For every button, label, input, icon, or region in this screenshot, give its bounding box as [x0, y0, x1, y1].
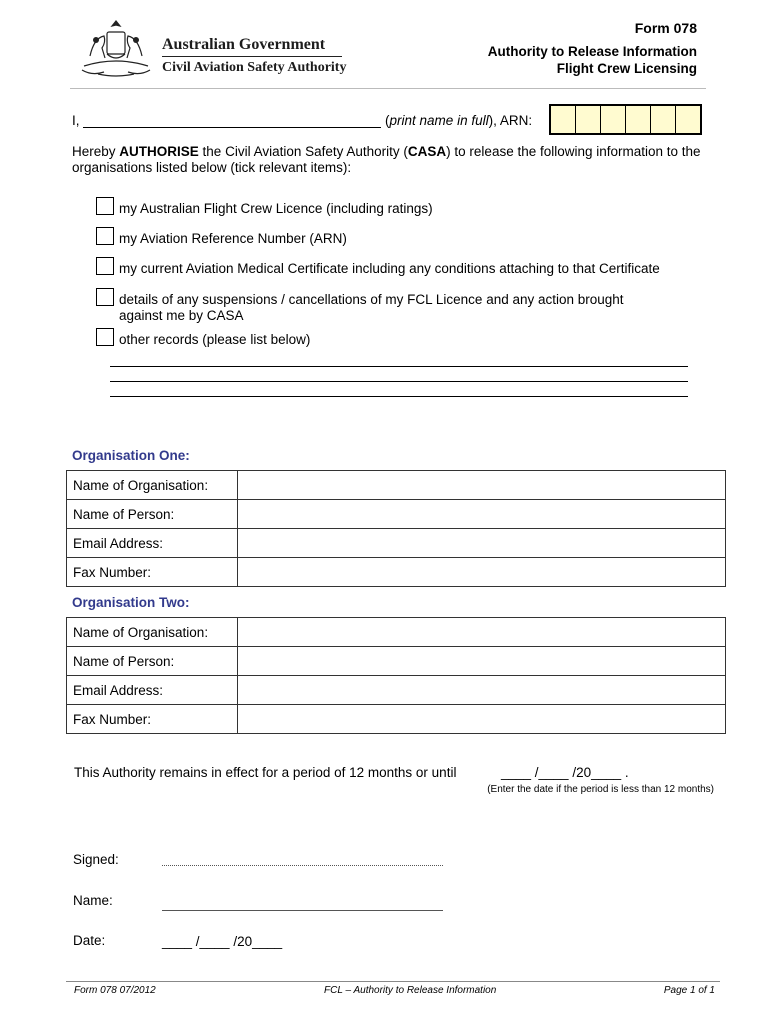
form-title-line1: Authority to Release Information	[487, 44, 697, 59]
org-field-label: Email Address:	[67, 529, 238, 558]
form-title-line2: Flight Crew Licensing	[556, 61, 697, 76]
suspensions-checkbox[interactable]	[96, 288, 114, 306]
other-records-line[interactable]	[110, 396, 688, 397]
medical-checkbox[interactable]	[96, 257, 114, 275]
footer-form-id: Form 078 07/2012	[74, 985, 156, 996]
footer-divider	[66, 981, 720, 982]
org-field-label: Fax Number:	[67, 705, 238, 734]
period-statement: This Authority remains in effect for a period of 12 months or until	[74, 765, 457, 780]
org-field-label: Name of Organisation:	[67, 618, 238, 647]
table-row	[67, 471, 726, 500]
org-one-name-field[interactable]	[238, 471, 726, 500]
org-two-heading: Organisation Two:	[72, 595, 190, 610]
org-one-heading: Organisation One:	[72, 448, 190, 463]
licence-checkbox[interactable]	[96, 197, 114, 215]
table-row	[67, 647, 726, 676]
check-item-suspensions	[96, 292, 656, 324]
org-field-label: Name of Organisation:	[67, 471, 238, 500]
arn-digit-box[interactable]	[651, 106, 676, 133]
header-divider	[70, 88, 706, 89]
arn-digit-box[interactable]	[601, 106, 626, 133]
arn-digit-box[interactable]	[576, 106, 601, 133]
casa-keyword: CASA	[407, 144, 447, 159]
logo-government-text: Australian Government	[162, 36, 326, 53]
logo-agency-text: Civil Aviation Safety Authority	[162, 60, 347, 75]
check-item-label: my Aviation Reference Number (ARN)	[119, 231, 347, 246]
org-two-email-field[interactable]	[238, 676, 726, 705]
signature-date-field[interactable]: ____ /____ /20____	[162, 934, 283, 949]
form-number: Form 078	[634, 20, 697, 36]
check-item-arn	[96, 231, 347, 247]
print-name-hint: print name in full	[389, 113, 489, 128]
check-item-medical	[96, 261, 706, 277]
applicant-name-field[interactable]	[83, 113, 381, 128]
check-item-label: details of any suspensions / cancellations of my FCL Licence and any action brought against me by CASA	[119, 292, 624, 323]
authorise-text: ) to release the following information to the organisations listed below (tick relevant items):	[72, 144, 701, 175]
check-item-label: my current Aviation Medical Certificate including any conditions attaching to that Certificate	[119, 261, 660, 276]
authorise-text: the Civil Aviation Safety Authority (	[198, 144, 408, 159]
period-note: (Enter the date if the period is less than 12 months)	[487, 784, 714, 795]
arn-digit-box[interactable]	[676, 106, 700, 133]
authorise-keyword: AUTHORISE	[119, 144, 199, 159]
expiry-date-field[interactable]: ____ /____ /20____ .	[501, 765, 629, 780]
org-one-fax-field[interactable]	[238, 558, 726, 587]
check-item-label: other records (please list below)	[119, 332, 311, 347]
footer-title: FCL – Authority to Release Information	[324, 985, 497, 996]
table-row	[67, 618, 726, 647]
arn-digit-box[interactable]	[626, 106, 651, 133]
org-field-label: Fax Number:	[67, 558, 238, 587]
other-records-checkbox[interactable]	[96, 328, 114, 346]
org-field-label: Name of Person:	[67, 500, 238, 529]
org-one-person-field[interactable]	[238, 500, 726, 529]
table-row	[67, 705, 726, 734]
applicant-row: I, (print name in full), ARN:	[72, 113, 533, 128]
check-item-licence	[96, 201, 433, 217]
check-item-label: my Australian Flight Crew Licence (including ratings)	[119, 201, 433, 216]
coat-of-arms-icon	[74, 20, 158, 78]
org-one-table	[66, 470, 726, 587]
arn-input-grid	[549, 104, 702, 135]
arn-label: , ARN:	[493, 113, 533, 128]
signature-name-field[interactable]	[162, 910, 443, 911]
org-two-name-field[interactable]	[238, 618, 726, 647]
org-field-label: Email Address:	[67, 676, 238, 705]
org-field-label: Name of Person:	[67, 647, 238, 676]
other-records-line[interactable]	[110, 366, 688, 367]
org-two-fax-field[interactable]	[238, 705, 726, 734]
other-records-line[interactable]	[110, 381, 688, 382]
applicant-prefix: I,	[72, 113, 80, 128]
arn-checkbox[interactable]	[96, 227, 114, 245]
signature-field[interactable]	[162, 857, 443, 866]
table-row	[67, 500, 726, 529]
org-two-table	[66, 617, 726, 734]
logo-divider	[162, 56, 342, 57]
table-row	[67, 676, 726, 705]
org-two-person-field[interactable]	[238, 647, 726, 676]
date-label: Date:	[73, 933, 106, 948]
table-row	[67, 558, 726, 587]
arn-digit-box[interactable]	[551, 106, 576, 133]
name-label: Name:	[73, 893, 113, 908]
table-row	[67, 529, 726, 558]
footer-page-number: Page 1 of 1	[663, 985, 715, 996]
authorise-text: Hereby	[72, 144, 120, 159]
org-one-email-field[interactable]	[238, 529, 726, 558]
signed-label: Signed:	[73, 852, 119, 867]
authorise-paragraph	[72, 144, 712, 176]
check-item-other	[96, 332, 310, 348]
